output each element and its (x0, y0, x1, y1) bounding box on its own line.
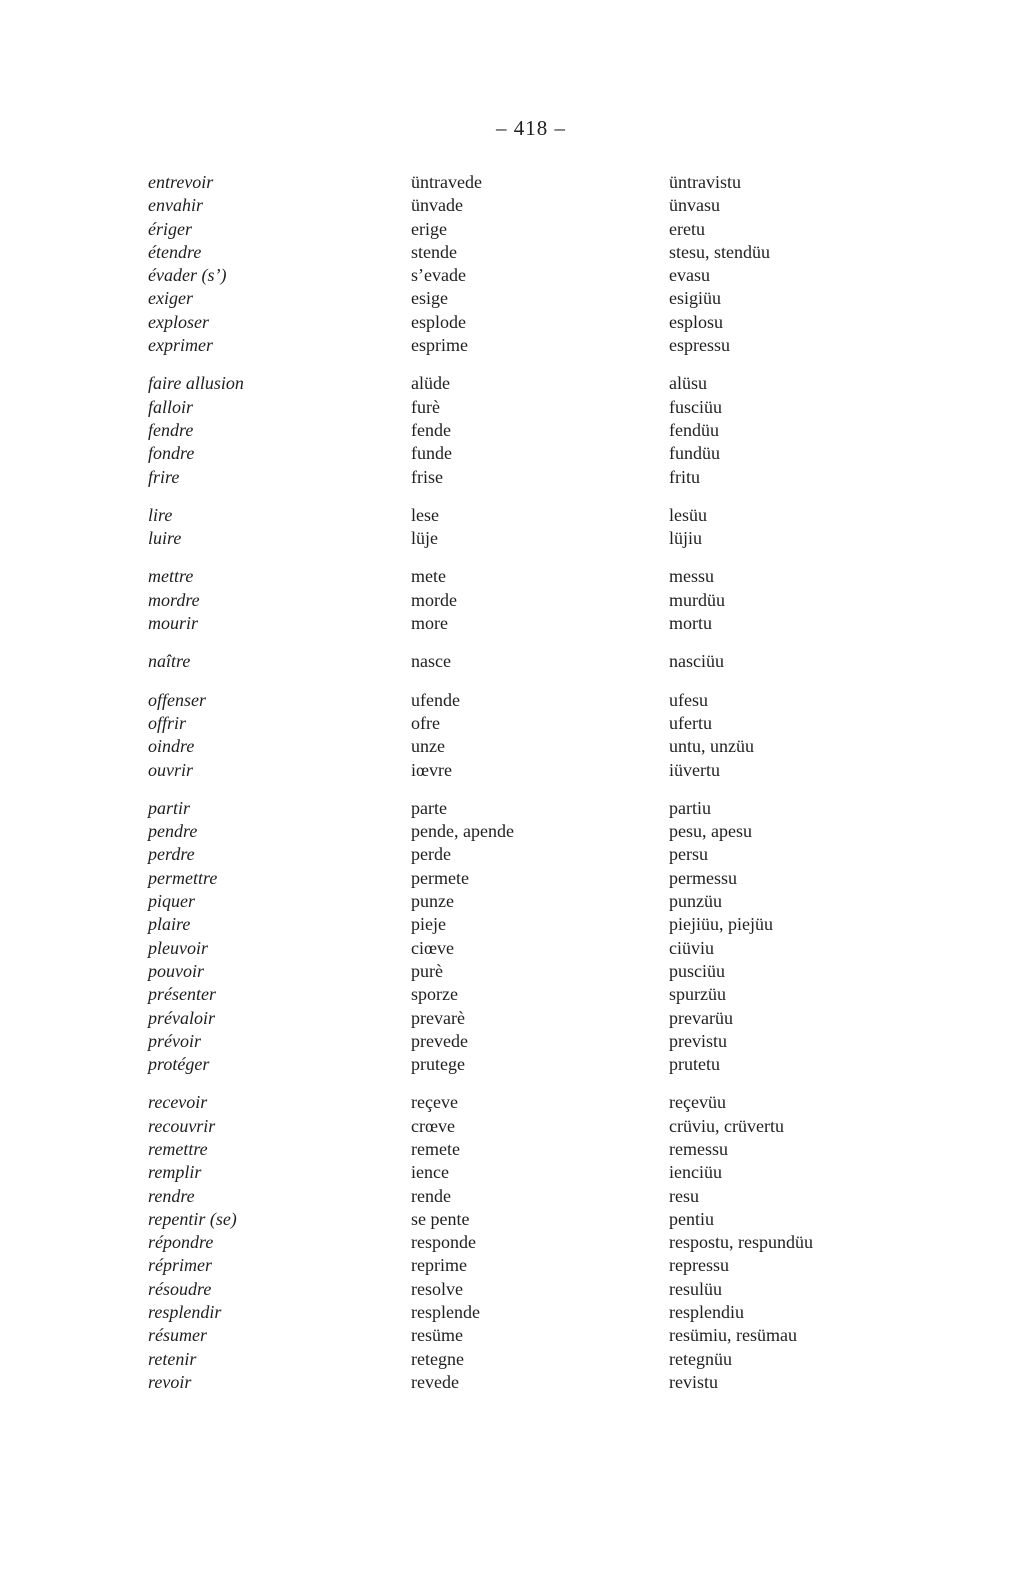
present-form: reprime (411, 1255, 467, 1276)
french-verb: piquer (148, 891, 195, 912)
past-participle-form: murdüu (669, 589, 725, 610)
present-form: esprime (411, 335, 468, 356)
french-verb: permettre (148, 867, 218, 888)
table-row (148, 241, 988, 264)
french-verb: répondre (148, 1232, 214, 1253)
present-form: prutege (411, 1054, 465, 1075)
french-verb: pleuvoir (148, 937, 208, 958)
french-verb: revoir (148, 1371, 192, 1392)
table-row (148, 1348, 988, 1371)
table-row (148, 1091, 988, 1114)
past-participle-form: resümiu, resümau (669, 1325, 797, 1346)
table-row (148, 1185, 988, 1208)
past-participle-form: previstu (669, 1030, 727, 1051)
french-verb: plaire (148, 914, 191, 935)
verb-table (148, 171, 988, 1409)
present-form: responde (411, 1232, 476, 1253)
french-verb: retenir (148, 1348, 197, 1369)
present-form: alüde (411, 373, 450, 394)
present-form: esige (411, 288, 448, 309)
present-form: unze (411, 736, 445, 757)
table-row (148, 194, 988, 217)
page-number: – 418 – (496, 116, 566, 140)
present-form: revede (411, 1371, 459, 1392)
past-participle-form: messu (669, 566, 714, 587)
french-verb: envahir (148, 195, 203, 216)
verb-group (148, 1091, 988, 1394)
present-form: üntravede (411, 172, 482, 192)
present-form: prevarè (411, 1007, 465, 1028)
table-row (148, 1007, 988, 1030)
french-verb: étendre (148, 241, 202, 262)
verb-group (148, 504, 988, 551)
past-participle-form: repressu (669, 1255, 729, 1276)
present-form: prevede (411, 1030, 468, 1051)
french-verb: mordre (148, 589, 200, 610)
present-form: lüje (411, 528, 438, 549)
present-form: mete (411, 566, 446, 587)
present-form: rende (411, 1185, 451, 1206)
present-form: esplode (411, 311, 466, 332)
present-form: morde (411, 589, 457, 610)
table-row (148, 442, 988, 465)
french-verb: offrir (148, 712, 187, 733)
french-verb: offenser (148, 689, 206, 710)
past-participle-form: ufertu (669, 712, 712, 733)
french-verb: fendre (148, 419, 194, 440)
french-verb: exiger (148, 288, 193, 309)
past-participle-form: ünvasu (669, 195, 720, 216)
present-form: permete (411, 867, 469, 888)
verb-group (148, 372, 988, 488)
past-participle-form: esigiüu (669, 288, 721, 309)
french-verb: luire (148, 528, 182, 549)
table-row (148, 1208, 988, 1231)
past-participle-form: prevarüu (669, 1007, 733, 1028)
past-participle-form: resulüu (669, 1278, 722, 1299)
french-verb: oindre (148, 736, 195, 757)
table-row (148, 1301, 988, 1324)
present-form: ufende (411, 689, 460, 710)
past-participle-form: reçevüu (669, 1092, 726, 1113)
table-row (148, 759, 988, 782)
past-participle-form: pentiu (669, 1208, 714, 1229)
french-verb: pendre (148, 821, 198, 842)
past-participle-form: pesu, apesu (669, 821, 752, 842)
table-row (148, 372, 988, 395)
french-verb: recevoir (148, 1092, 208, 1113)
french-verb: repentir (se) (148, 1208, 237, 1229)
table-row (148, 890, 988, 913)
table-row (148, 264, 988, 287)
past-participle-form: prutetu (669, 1054, 720, 1075)
table-row (148, 334, 988, 357)
past-participle-form: esplosu (669, 311, 723, 332)
past-participle-form: fundüu (669, 443, 720, 464)
table-row (148, 960, 988, 983)
past-participle-form: mortu (669, 613, 712, 634)
french-verb: mourir (148, 613, 199, 634)
past-participle-form: permessu (669, 867, 737, 888)
verb-group (148, 797, 988, 1077)
past-participle-form: remessu (669, 1138, 728, 1159)
french-verb: résoudre (148, 1278, 212, 1299)
table-row (148, 867, 988, 890)
present-form: pende, apende (411, 821, 514, 842)
present-form: se pente (411, 1208, 470, 1229)
verb-group (148, 565, 988, 635)
table-row (148, 1231, 988, 1254)
present-form: more (411, 613, 448, 634)
french-verb: naître (148, 651, 191, 672)
french-verb: partir (148, 797, 191, 818)
french-verb: rendre (148, 1185, 195, 1206)
table-row (148, 612, 988, 635)
verb-group (148, 689, 988, 782)
present-form: fende (411, 419, 451, 440)
french-verb: remettre (148, 1138, 208, 1159)
present-form: lese (411, 504, 439, 525)
present-form: reçeve (411, 1092, 458, 1113)
past-participle-form: iüvertu (669, 759, 720, 780)
present-form: ofre (411, 712, 440, 733)
past-participle-form: lesüu (669, 504, 707, 525)
past-participle-form: lüjiu (669, 528, 703, 549)
present-form: furè (411, 396, 440, 417)
table-row (148, 797, 988, 820)
table-row (148, 820, 988, 843)
table-row (148, 650, 988, 673)
present-form: punze (411, 891, 454, 912)
table-row (148, 735, 988, 758)
present-form: nasce (411, 651, 451, 672)
french-verb: prévoir (148, 1030, 201, 1051)
french-verb: falloir (148, 396, 194, 417)
french-verb: ériger (148, 218, 192, 239)
past-participle-form: crüviu, crüvertu (669, 1115, 784, 1136)
french-verb: frire (148, 466, 180, 487)
table-row (148, 1254, 988, 1277)
present-form: ience (411, 1162, 449, 1183)
table-row (148, 712, 988, 735)
present-form: parte (411, 797, 447, 818)
french-verb: résumer (148, 1325, 207, 1346)
table-row (148, 937, 988, 960)
table-row (148, 504, 988, 527)
past-participle-form: revistu (669, 1371, 718, 1392)
present-form: crœve (411, 1115, 455, 1136)
past-participle-form: pusciüu (669, 960, 725, 981)
table-row (148, 589, 988, 612)
past-participle-form: ienciüu (669, 1162, 722, 1183)
table-row (148, 1278, 988, 1301)
verb-group (148, 650, 988, 673)
present-form: stende (411, 241, 457, 262)
table-row (148, 218, 988, 241)
present-form: remete (411, 1138, 460, 1159)
french-verb: exploser (148, 311, 209, 332)
present-form: frise (411, 466, 443, 487)
present-form: funde (411, 443, 452, 464)
past-participle-form: ciüviu (669, 937, 714, 958)
table-row (148, 419, 988, 442)
french-verb: mettre (148, 566, 194, 587)
past-participle-form: resplendiu (669, 1302, 744, 1323)
past-participle-form: fritu (669, 466, 700, 487)
table-row (148, 983, 988, 1006)
present-form: resolve (411, 1278, 463, 1299)
past-participle-form: fusciüu (669, 396, 722, 417)
present-form: ünvade (411, 195, 463, 216)
french-verb: évader (s’) (148, 265, 227, 286)
table-row (148, 396, 988, 419)
table-row (148, 311, 988, 334)
past-participle-form: piejiüu, piejüu (669, 914, 773, 935)
french-verb: recouvrir (148, 1115, 216, 1136)
past-participle-form: retegnüu (669, 1348, 732, 1369)
past-participle-form: punzüu (669, 891, 722, 912)
french-verb: remplir (148, 1162, 202, 1183)
present-form: s’evade (411, 265, 466, 286)
french-verb: réprimer (148, 1255, 212, 1276)
table-row (148, 287, 988, 310)
french-verb: pouvoir (148, 960, 204, 981)
past-participle-form: persu (669, 844, 708, 865)
french-verb: faire allusion (148, 373, 244, 394)
table-row (148, 527, 988, 550)
past-participle-form: spurzüu (669, 984, 726, 1005)
table-row (148, 689, 988, 712)
past-participle-form: fendüu (669, 419, 719, 440)
present-form: retegne (411, 1348, 464, 1369)
french-verb: perdre (148, 844, 195, 865)
past-participle-form: stesu, stendüu (669, 241, 770, 262)
french-verb: protéger (148, 1054, 210, 1075)
french-verb: présenter (148, 984, 216, 1005)
past-participle-form: üntravistu (669, 172, 741, 192)
present-form: erige (411, 218, 447, 239)
table-row (148, 565, 988, 588)
table-row (148, 1115, 988, 1138)
table-row (148, 1324, 988, 1347)
past-participle-form: nasciüu (669, 651, 724, 672)
table-row (148, 171, 988, 194)
table-row (148, 1371, 988, 1394)
past-participle-form: partiu (669, 797, 711, 818)
past-participle-form: ufesu (669, 689, 708, 710)
verb-group (148, 171, 988, 357)
table-row (148, 1053, 988, 1076)
present-form: iœvre (411, 759, 452, 780)
past-participle-form: respostu, respundüu (669, 1232, 813, 1253)
table-row (148, 1030, 988, 1053)
present-form: perde (411, 844, 451, 865)
present-form: ciœve (411, 937, 454, 958)
past-participle-form: untu, unzüu (669, 736, 754, 757)
french-verb: lire (148, 504, 173, 525)
table-row (148, 1138, 988, 1161)
past-participle-form: alüsu (669, 373, 707, 394)
present-form: sporze (411, 984, 458, 1005)
french-verb: prévaloir (148, 1007, 215, 1028)
french-verb: resplendir (148, 1302, 222, 1323)
past-participle-form: eretu (669, 218, 705, 239)
past-participle-form: espressu (669, 335, 730, 356)
past-participle-form: evasu (669, 265, 710, 286)
french-verb: fondre (148, 443, 195, 464)
table-row (148, 1161, 988, 1184)
table-row (148, 913, 988, 936)
past-participle-form: resu (669, 1185, 699, 1206)
present-form: resüme (411, 1325, 463, 1346)
table-row (148, 466, 988, 489)
present-form: purè (411, 960, 443, 981)
french-verb: ouvrir (148, 759, 193, 780)
present-form: pieje (411, 914, 446, 935)
french-verb: entrevoir (148, 172, 214, 192)
french-verb: exprimer (148, 335, 213, 356)
table-row (148, 843, 988, 866)
present-form: resplende (411, 1302, 480, 1323)
